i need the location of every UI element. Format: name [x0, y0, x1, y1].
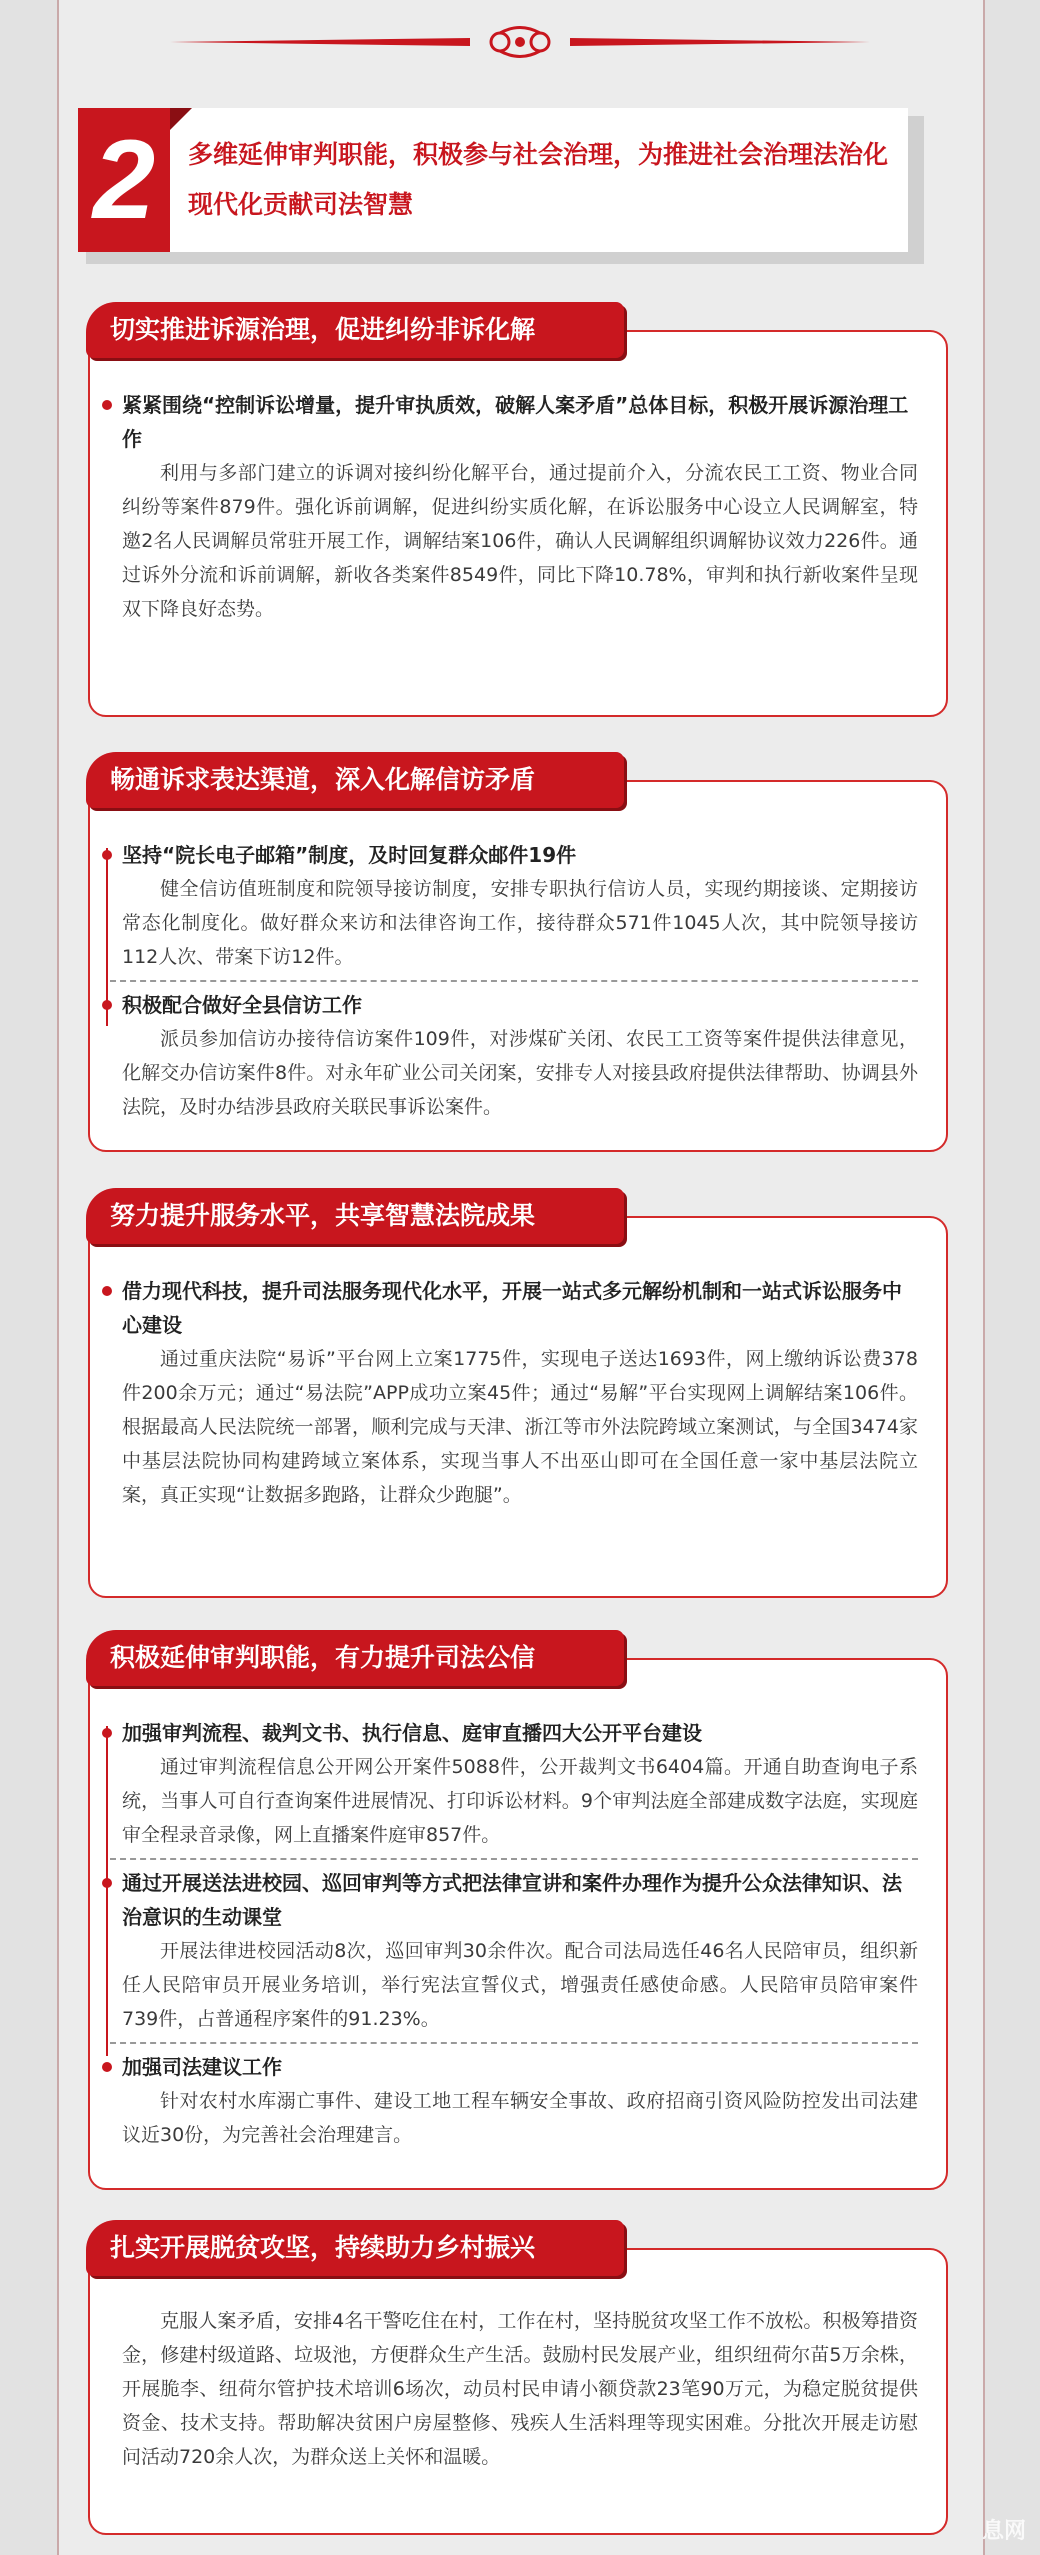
bullet-dot — [102, 400, 112, 410]
section-header — [78, 108, 924, 258]
item-body: 针对农村水库溺亡事件、建设工地工程车辆安全事故、政府招商引资风险防控发出司法建议近30份，为完善社会治理建言。 — [122, 2090, 918, 2146]
section-poverty-alleviation — [88, 2220, 948, 2535]
item-title-text: 加强司法建议工作 — [122, 2055, 282, 2079]
section-petition-channels — [88, 752, 948, 1152]
section-content — [122, 2304, 918, 2474]
number-fold — [170, 108, 192, 130]
item-title — [122, 388, 918, 456]
item-body: 克服人案矛盾，安排4名干警吃住在村，工作在村，坚持脱贫攻坚工作不放松。积极筹措资金，修建村级道路、垃圾池，方便群众生产生活。鼓励村民发展产业，组织纽荷尔苗5万余株，开展脆李、纽荷尔管护技术培训6场次，动员村民申请小额贷款23笔90万元，为稳定脱贫提供资金、技术支持。帮助解决贫困户房屋整修、残疾人生活料理等现实困难。分批次开展走访慰问活动720余人次，为群众送上关怀和温暖。 — [122, 2310, 918, 2468]
item-title-text: 通过开展送法进校园、巡回审判等方式把法律宣讲和案件办理作为提升公众法律知识、法治意识的生动课堂 — [122, 1871, 902, 1929]
item-title-text: 积极配合做好全县信访工作 — [122, 993, 362, 1017]
item-title-text: 加强审判流程、裁判文书、执行信息、庭审直播四大公开平台建设 — [122, 1721, 702, 1745]
section-content — [122, 838, 918, 1124]
section-litigation-source-governance — [88, 302, 948, 717]
timeline-line — [106, 1726, 108, 2056]
item-title-text: 坚持“院长电子邮箱”制度，及时回复群众邮件19件 — [122, 843, 577, 867]
item-body: 健全信访值班制度和院领导接访制度，安排专职执行信访人员，实现约期接谈、定期接访常态化制度化。做好群众来访和法律咨询工作，接待群众571件1045人次，其中院领导接访112人次、带案下访12件。 — [122, 878, 918, 968]
watermark-text: 息网 — [981, 2519, 1026, 2544]
left-border-line — [57, 0, 59, 2555]
item-body: 派员参加信访办接待信访案件109件，对涉煤矿关闭、农民工工资等案件提供法律意见，化解交办信访案件8件。对永年矿业公司关闭案，安排专人对接县政府提供法律帮助、协调县外法院，及时办结涉县政府关联民事诉讼案件。 — [122, 1028, 918, 1118]
header-title: 多维延伸审判职能，积极参与社会治理，为推进社会治理法治化现代化贡献司法智慧 — [188, 140, 889, 219]
item-title — [122, 988, 918, 1022]
item-body: 利用与多部门建立的诉调对接纠纷化解平台，通过提前介入，分流农民工工资、物业合同纠纷等案件879件。强化诉前调解，促进纠纷实质化解，在诉讼服务中心设立人民调解室，特邀2名人民调解员常驻开展工作，调解结案106件，确认人民调解组织调解协议效力226件。通过诉外分流和诉前调解，新收各类案件8549件，同比下降10.78%，审判和执行新收案件呈现双下降良好态势。 — [122, 462, 918, 620]
section-content — [122, 388, 918, 626]
bullet-dot — [102, 850, 112, 860]
section-number: 2 — [92, 117, 156, 242]
section-content — [122, 1716, 918, 2152]
item-body: 通过重庆法院“易诉”平台网上立案1775件，实现电子送达1693件，网上缴纳诉讼费378件200余万元；通过“易法院”APP成功立案45件；通过“易解”平台实现网上调解结案106件。根据最高人民法院统一部署，顺利完成与天津、浙江等市外法院跨域立案测试，与全国3474家中基层法院协同构建跨域立案体系，实现当事人不出巫山即可在全国任意一家中基层法院立案，真正实现“让数据多跑路，让群众少跑腿”。 — [122, 1348, 918, 1506]
number-block — [78, 108, 170, 252]
section-judicial-credibility — [88, 1630, 948, 2190]
item-title — [122, 838, 918, 872]
bullet-dot — [102, 1728, 112, 1738]
dashed-divider — [110, 980, 918, 982]
bullet-dot — [102, 1000, 112, 1010]
bullet-dot — [102, 1878, 112, 1888]
section-title-tab: 切实推进诉源治理，促进纠纷非诉化解 — [86, 302, 624, 358]
bullet-dot — [102, 1286, 112, 1296]
item-title-text: 紧紧围绕“控制诉讼增量，提升审执质效，破解人案矛盾”总体目标，积极开展诉源治理工作 — [122, 393, 909, 451]
section-content — [122, 1274, 918, 1512]
section-title-tab: 努力提升服务水平，共享智慧法院成果 — [86, 1188, 624, 1244]
section-title-tab: 扎实开展脱贫攻坚，持续助力乡村振兴 — [86, 2220, 624, 2276]
right-border-line — [983, 0, 985, 2555]
item-title — [122, 1716, 918, 1750]
bullet-dot — [102, 2062, 112, 2072]
section-title-tab: 畅通诉求表达渠道，深入化解信访矛盾 — [86, 752, 624, 808]
item-body: 通过审判流程信息公开网公开案件5088件，公开裁判文书6404篇。开通自助查询电子系统，当事人可自行查询案件进展情况、打印诉讼材料。9个审判法庭全部建成数字法庭，实现庭审全程录音录像，网上直播案件庭审857件。 — [122, 1756, 918, 1846]
item-title — [122, 1274, 918, 1342]
item-title-text: 借力现代科技，提升司法服务现代化水平，开展一站式多元解纷机制和一站式诉讼服务中心建设 — [122, 1279, 902, 1337]
decorative-divider-ornament — [170, 22, 870, 62]
item-title — [122, 2050, 918, 2084]
dashed-divider — [110, 1858, 918, 1860]
section-title-tab: 积极延伸审判职能，有力提升司法公信 — [86, 1630, 624, 1686]
dashed-divider — [110, 2042, 918, 2044]
item-title — [122, 1866, 918, 1934]
header-box — [78, 108, 908, 252]
item-body: 开展法律进校园活动8次，巡回审判30余件次。配合司法局选任46名人民陪审员，组织新任人民陪审员开展业务培训，举行宪法宣誓仪式，增强责任感使命感。人民陪审员陪审案件739件，占普通程序案件的91.23%。 — [122, 1940, 918, 2030]
section-smart-court — [88, 1188, 948, 1598]
